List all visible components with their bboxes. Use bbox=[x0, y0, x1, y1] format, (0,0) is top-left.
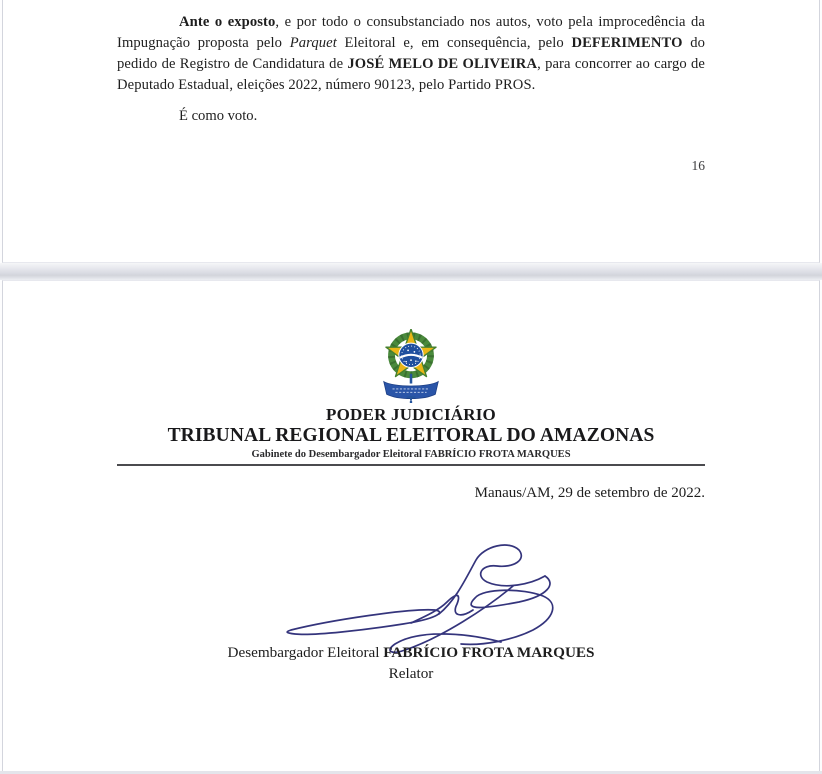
pdf-page-17 bbox=[2, 280, 820, 773]
header-tribunal: TRIBUNAL REGIONAL ELEITORAL DO AMAZONAS bbox=[167, 425, 655, 446]
closing-statement: É como voto. bbox=[179, 108, 258, 124]
signature-area bbox=[117, 538, 705, 648]
vote-paragraph bbox=[117, 0, 705, 96]
header-rule bbox=[117, 464, 705, 466]
handwritten-signature bbox=[261, 538, 561, 656]
signer-name: FABRÍCIO FROTA MARQUES bbox=[383, 644, 595, 661]
paragraph-run: DEFERIMENTO bbox=[571, 35, 683, 51]
header-poder-judiciario: PODER JUDICIÁRIO bbox=[326, 405, 496, 424]
paragraph-run: JOSÉ MELO DE OLIVEIRA bbox=[347, 56, 538, 72]
paragraph-run: Parquet bbox=[289, 35, 337, 51]
paragraph-run: do pedido de Registro de Candidatura de bbox=[117, 35, 705, 72]
page-gap-divider bbox=[0, 263, 822, 280]
date-place-line: Manaus/AM, 29 de setembro de 2022. bbox=[474, 485, 705, 501]
signer-prefix: Desembargador Eleitoral bbox=[227, 644, 384, 661]
brazil-coat-of-arms-icon bbox=[380, 329, 442, 403]
paragraph-run: , e por todo o consubstanciado nos autos, voto pela improcedência da Impugnação proposta pelo bbox=[117, 14, 705, 51]
signer-role: Relator bbox=[388, 665, 434, 682]
paragraph-run: , para concorrer ao cargo de Deputado Estadual, eleições 2022, número 90123, pelo Partido PROS. bbox=[117, 56, 705, 93]
pdf-page-16 bbox=[2, 0, 820, 263]
header-gabinete: Gabinete do Desembargador Eleitoral FABRÍCIO FROTA MARQUES bbox=[251, 449, 571, 460]
page-number: 16 bbox=[691, 158, 705, 173]
page-17-content bbox=[117, 281, 705, 684]
paragraph-run: Eleitoral e, em consequência, pelo bbox=[336, 35, 572, 51]
signer-name-line bbox=[117, 643, 705, 663]
page-16-content bbox=[117, 0, 705, 174]
paragraph-run: Ante o exposto bbox=[179, 14, 276, 30]
